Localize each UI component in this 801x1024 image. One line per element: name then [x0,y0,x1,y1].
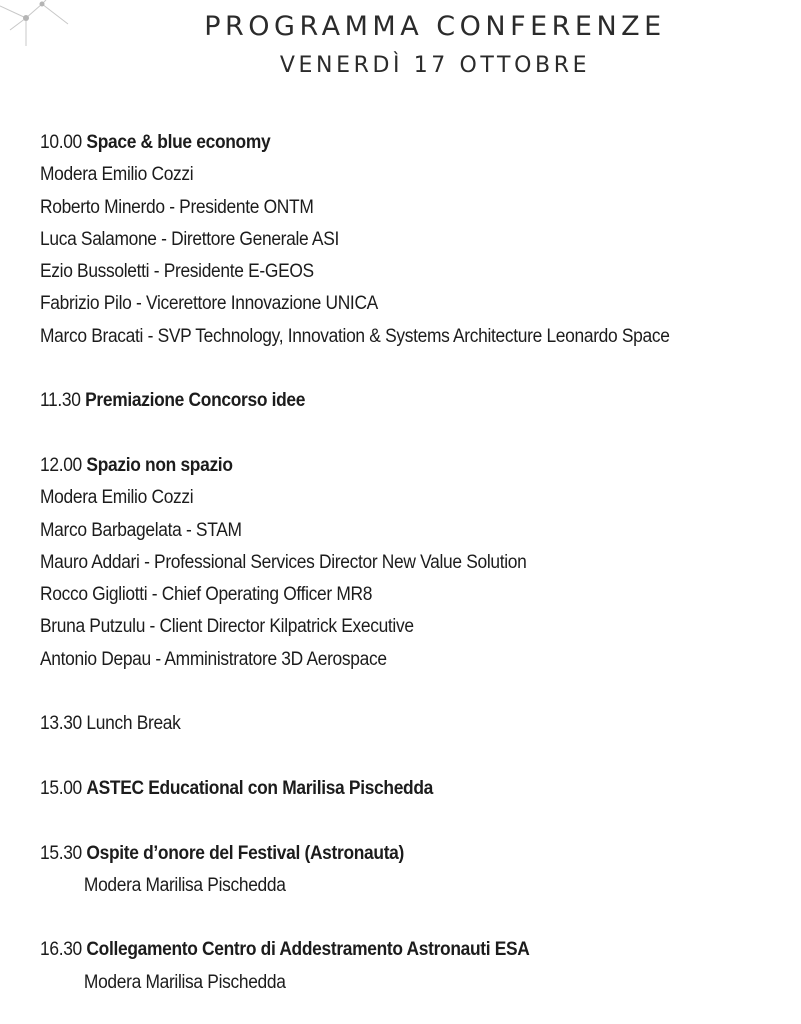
speaker: Roberto Minerdo - Presidente ONTM [40,196,314,218]
session-time: 11.30 [40,390,81,412]
speaker: Marco Bracati - SVP Technology, Innovation & Systems Architecture Leonardo Space [40,325,670,347]
session-title: Collegamento Centro di Addestramento Astronauti ESA [86,939,530,961]
page-header [0,10,801,81]
spacer [40,418,795,450]
speaker: Luca Salamone - Direttore Generale ASI [40,228,340,250]
spacer [40,805,795,837]
page-title: PROGRAMMA CONFERENZE [204,11,666,42]
session [40,708,795,740]
session-time: 13.30 [40,713,82,735]
session-time: 16.30 [40,939,82,961]
session [40,934,795,999]
session-heading [40,385,731,417]
session [40,385,795,417]
session-heading [40,934,731,966]
spacer [40,741,795,773]
session-heading [40,773,731,805]
session-heading [40,450,731,482]
session-title: Ospite d’onore del Festival (Astronauta) [86,842,404,864]
session-moderator: Modera Emilio Cozzi [40,487,194,509]
spacer [40,676,795,708]
speaker: Rocco Gigliotti - Chief Operating Officer MR8 [40,584,373,606]
session-heading [40,838,731,870]
speaker: Ezio Bussoletti - Presidente E-GEOS [40,261,314,283]
session-moderator: Modera Marilisa Pischedda [83,874,286,896]
session-title: ASTEC Educational con Marilisa Pischedda [86,777,434,799]
session-title: Lunch Break [86,713,181,735]
session-title: Premiazione Concorso idee [85,390,306,412]
spacer [40,353,795,385]
speaker: Marco Barbagelata - STAM [40,519,242,541]
session-time: 12.00 [40,454,82,476]
session-heading [40,127,731,159]
session [40,838,795,903]
spacer [40,902,795,934]
speaker: Fabrizio Pilo - Vicerettore Innovazione UNICA [40,293,378,315]
speaker: Bruna Putzulu - Client Director Kilpatrick Executive [40,616,414,638]
session-moderator: Modera Marilisa Pischedda [83,971,286,993]
session-time: 10.00 [40,132,82,153]
speaker: Mauro Addari - Professional Services Director New Value Solution [40,551,527,573]
program-list [40,127,795,999]
session-title: Space & blue economy [86,132,271,153]
session-time: 15.30 [40,842,82,864]
session-time: 15.00 [40,777,82,799]
session-heading [40,708,731,740]
speaker: Antonio Depau - Amministratore 3D Aerospace [40,648,387,670]
session-moderator: Modera Emilio Cozzi [40,164,194,186]
session [40,450,795,676]
session [40,773,795,805]
page-date: VENERDÌ 17 OTTOBRE [279,53,591,78]
session [40,127,795,353]
session-title: Spazio non spazio [86,454,233,476]
